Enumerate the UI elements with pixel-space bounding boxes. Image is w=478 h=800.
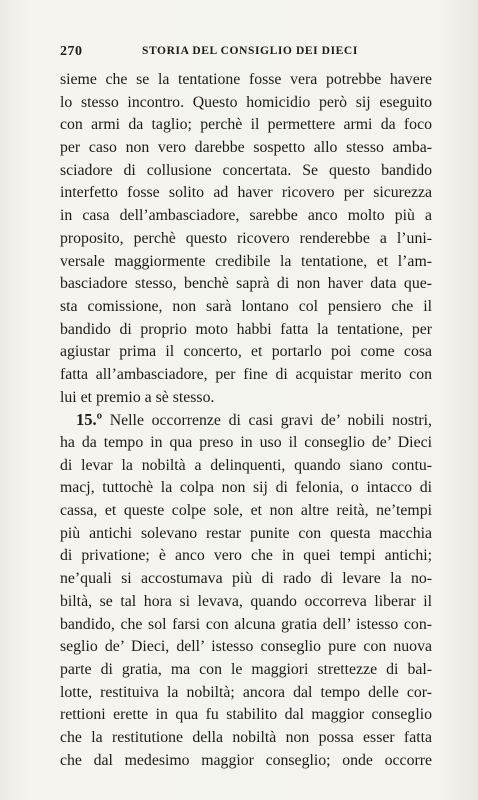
text-line: per caso non vero darebbe sospetto allo stesso amba- bbox=[60, 139, 432, 157]
text-line: che dal medesimo maggior conseglio; onde occorre bbox=[60, 751, 432, 769]
text-line: macj, tuttochè la colpa non sij di felonia, o intacco di bbox=[60, 479, 432, 497]
text-line: lotte, restituiva la nobiltà; ancora dal tempo delle cor- bbox=[60, 683, 432, 701]
text-line: in casa dell’ambasciadore, sarebbe anco molto più a bbox=[60, 207, 432, 225]
text-line: di levar la nobiltà a delinquenti, quando siano contu- bbox=[60, 456, 432, 474]
paragraph-end-line: lui et premio a sè stesso. bbox=[60, 388, 215, 406]
text-line: biltà, se tal hora si levava, quando occorreva liberar il bbox=[60, 592, 432, 610]
text-line: ne’quali si accostumava più di rado di levare la no- bbox=[60, 570, 432, 588]
text-line: con armi da taglio; perchè il permettere armi da foco bbox=[60, 116, 432, 134]
text-line: bandido di proprio moto habbi fatta la tentatione, per bbox=[60, 320, 432, 338]
text-line: più antichi solevano restar punite con questa macchia bbox=[60, 524, 432, 542]
text-line: versale maggiormente credibile la tentatione, et l’am- bbox=[60, 252, 432, 270]
text-line: basciadore stesso, benchè saprà di non haver data que- bbox=[60, 275, 432, 293]
page-header bbox=[60, 44, 432, 62]
text-line: sciadore di collusione concertata. Se questo bandido bbox=[60, 161, 432, 179]
section-number: 15.º bbox=[76, 410, 103, 430]
text-line: bandido, che sol farsi con alcuna gratia dell’ istesso con- bbox=[60, 615, 432, 633]
text-line: parte di gratia, ma con le maggiori strettezze di bal- bbox=[60, 660, 432, 678]
text-line: fatta all’ambasciadore, per fine di acquistar merito con bbox=[60, 365, 432, 383]
text-line: seglio de’ Dieci, dell’ istesso conseglio pure con nuova bbox=[60, 638, 432, 656]
text-line: cassa, et queste colpe sole, et non altre reità, ne’tempi bbox=[60, 502, 432, 520]
text-line: interfetto fosse solito ad haver ricovero per sicurezza bbox=[60, 184, 432, 202]
page-number: 270 bbox=[60, 44, 83, 59]
text-line: ha da tempo in qua preso in uso il conseglio de’ Dieci bbox=[60, 434, 432, 451]
text-line: sta comissione, non sarà lontano col pensiero che il bbox=[60, 297, 432, 315]
text-line: sieme che se la tentatione fosse vera potrebbe havere bbox=[60, 71, 432, 88]
text-line: che la restitutione della nobiltà non possa esser fatta bbox=[60, 728, 432, 746]
text-line: proposito, perchè questo ricovero renderebbe a l’uni- bbox=[60, 229, 432, 247]
body-text bbox=[60, 69, 432, 772]
section-opening-text: Nelle occorrenze di casi gravi de’ nobili nostri, bbox=[102, 412, 432, 430]
text-line: di privatione; è anco vero che in quei tempi antichi; bbox=[60, 547, 432, 565]
running-head: STORIA DEL CONSIGLIO DEI DIECI bbox=[142, 45, 358, 57]
text-line: lo stesso incontro. Questo homicidio però sij eseguito bbox=[60, 93, 432, 111]
text-line: agiustar prima il concerto, et portarlo poi come cosa bbox=[60, 343, 432, 361]
text-line: rettioni erette in qua fu stabilito dal maggior conseglio bbox=[60, 706, 432, 724]
section-opening-line bbox=[60, 409, 432, 432]
